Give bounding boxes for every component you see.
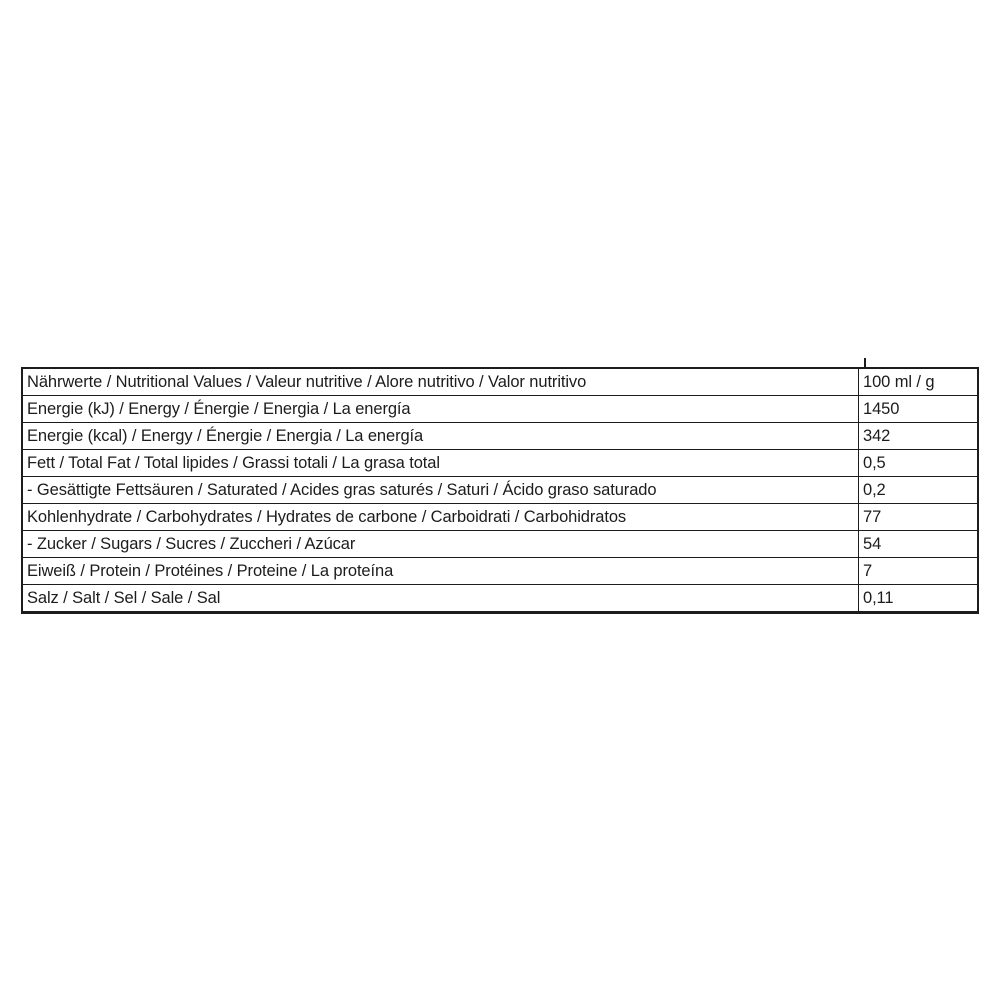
nutrition-table-body [22, 368, 978, 613]
nutrient-value: 342 [859, 423, 979, 450]
nutrient-value: 0,11 [859, 585, 979, 613]
nutrient-label: Kohlenhydrate / Carbohydrates / Hydrates de carbone / Carboidrati / Carbohidratos [22, 504, 859, 531]
table-row [22, 477, 978, 504]
nutrient-label: Salz / Salt / Sel / Sale / Sal [22, 585, 859, 613]
table-row [22, 423, 978, 450]
nutrient-value: 7 [859, 558, 979, 585]
nutrient-label: Nährwerte / Nutritional Values / Valeur nutritive / Alore nutritivo / Valor nutritivo [22, 368, 859, 396]
table-row [22, 450, 978, 477]
nutrient-label: Eiweiß / Protein / Protéines / Proteine / La proteína [22, 558, 859, 585]
nutrient-value: 0,5 [859, 450, 979, 477]
nutrient-label: Fett / Total Fat / Total lipides / Grassi totali / La grasa total [22, 450, 859, 477]
nutrient-value: 0,2 [859, 477, 979, 504]
table-row-header [22, 368, 978, 396]
table-row [22, 396, 978, 423]
nutrient-value: 77 [859, 504, 979, 531]
nutrient-label: Energie (kcal) / Energy / Énergie / Energia / La energía [22, 423, 859, 450]
nutrient-value: 1450 [859, 396, 979, 423]
nutrient-label: - Gesättigte Fettsäuren / Saturated / Acides gras saturés / Saturi / Ácido graso saturado [22, 477, 859, 504]
nutrient-value: 54 [859, 531, 979, 558]
table-row [22, 585, 978, 613]
nutrient-label: - Zucker / Sugars / Sucres / Zuccheri / Azúcar [22, 531, 859, 558]
table-row [22, 531, 978, 558]
nutrient-value: 100 ml / g [859, 368, 979, 396]
nutrition-facts-table [21, 367, 979, 614]
nutrient-label: Energie (kJ) / Energy / Énergie / Energia / La energía [22, 396, 859, 423]
table-row [22, 504, 978, 531]
table-row [22, 558, 978, 585]
